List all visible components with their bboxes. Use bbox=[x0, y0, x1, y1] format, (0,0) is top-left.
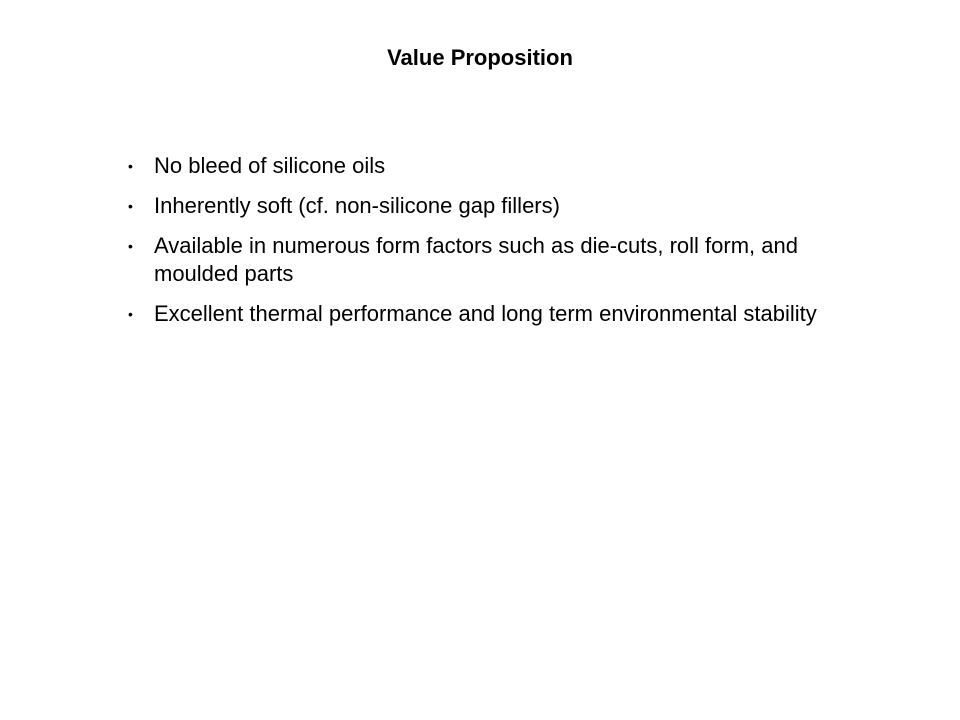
bullet-marker: • bbox=[128, 306, 133, 322]
bullet-item bbox=[128, 232, 888, 288]
bullet-item bbox=[128, 192, 888, 220]
bullet-item bbox=[128, 152, 888, 180]
bullet-item bbox=[128, 300, 888, 328]
bullet-list bbox=[128, 152, 888, 340]
bullet-text: Inherently soft (cf. non-silicone gap fillers) bbox=[154, 193, 560, 218]
bullet-marker: • bbox=[128, 238, 133, 254]
bullet-marker: • bbox=[128, 158, 133, 174]
bullet-marker: • bbox=[128, 198, 133, 214]
bullet-text: Available in numerous form factors such as die-cuts, roll form, and moulded parts bbox=[154, 233, 798, 286]
slide-title: Value Proposition bbox=[387, 45, 573, 70]
bullet-text: Excellent thermal performance and long term environmental stability bbox=[154, 301, 817, 326]
bullet-text: No bleed of silicone oils bbox=[154, 153, 386, 178]
